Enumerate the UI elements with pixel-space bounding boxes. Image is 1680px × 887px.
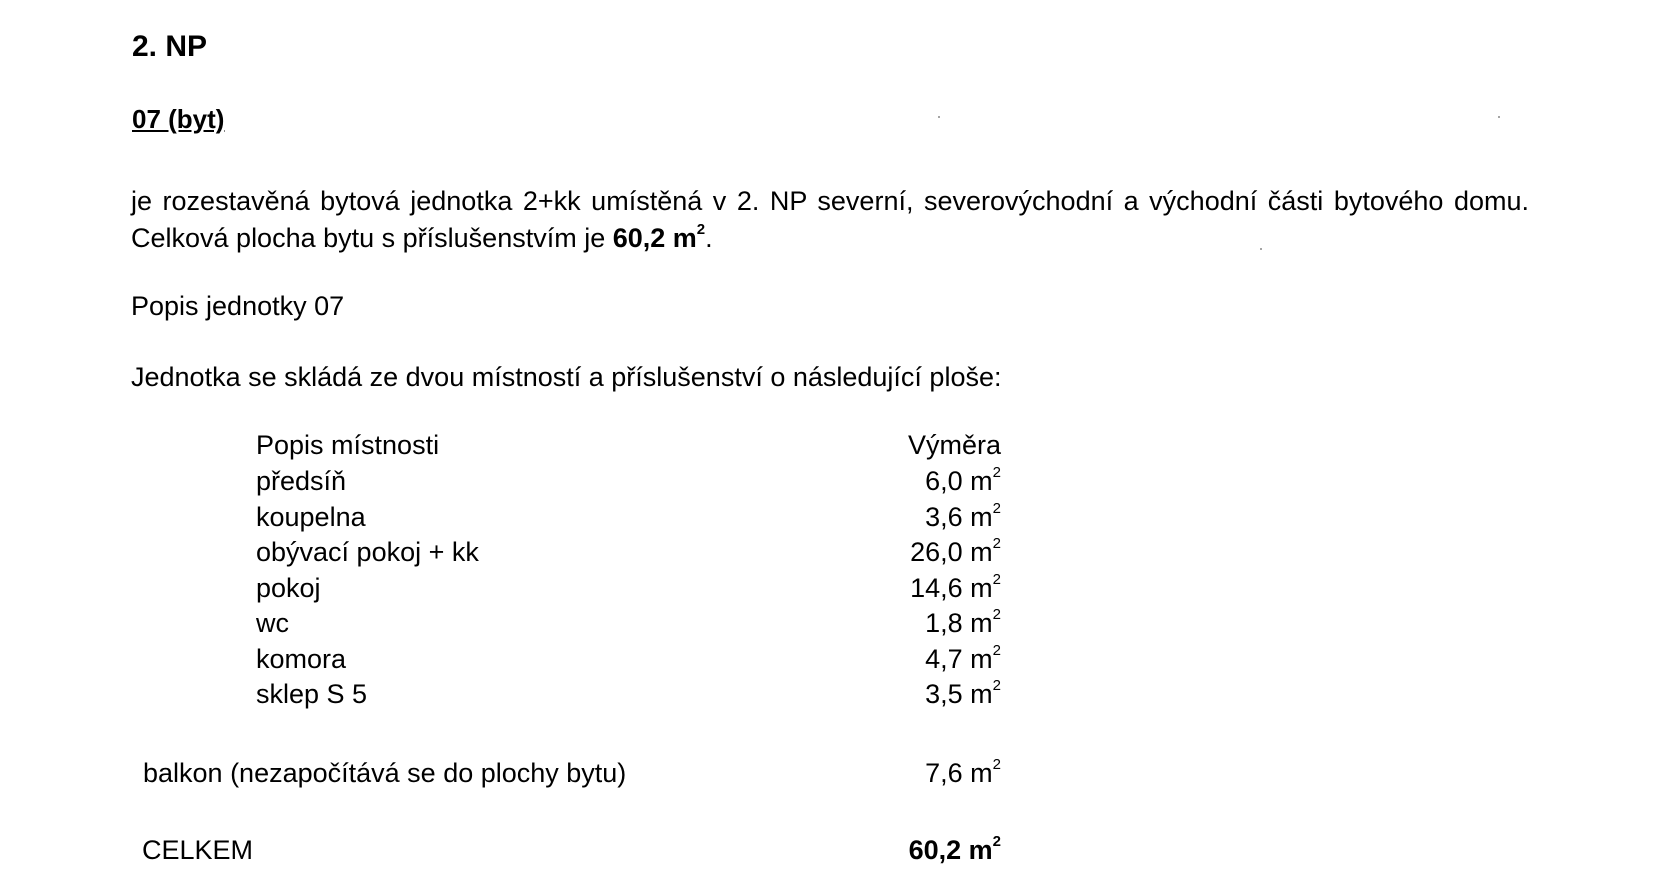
rooms-intro: Jednotka se skládá ze dvou místností a příslušenství o následující ploše: xyxy=(131,362,1002,392)
scan-speck xyxy=(1498,116,1500,118)
room-area: 3,6 $m^2$ xyxy=(925,499,1001,532)
table-row xyxy=(0,466,1680,500)
unit-description-title: Popis jednotky 07 xyxy=(131,291,345,321)
room-area: 26,0 $m^2$ xyxy=(910,535,1001,567)
scan-speck xyxy=(1260,248,1262,250)
paragraph-area: 60,2 $m^2$ xyxy=(612,221,706,253)
total-value: 60,2 $m^2$ xyxy=(908,833,1001,865)
table-row xyxy=(0,641,1680,678)
scan-speck xyxy=(938,116,940,118)
total-row xyxy=(0,835,1680,869)
table-row xyxy=(0,537,1680,571)
room-area: 14,6 $m^2$ xyxy=(910,570,1001,603)
room-area: 3,5 $m^2$ xyxy=(925,677,1001,709)
paragraph-end: . xyxy=(705,223,713,253)
floor-heading: 2. NP xyxy=(132,30,208,63)
room-name: pokoj xyxy=(256,572,321,603)
room-name: wc xyxy=(256,608,289,638)
room-table-header xyxy=(0,430,1680,464)
table-row xyxy=(0,499,1680,536)
column-header-room: Popis místnosti xyxy=(256,430,440,460)
table-row xyxy=(0,570,1680,607)
balkon-label: balkon (nezapočítává se do plochy bytu) xyxy=(143,758,627,788)
paragraph-text: je rozestavěná bytová jednotka 2+kk umístěná v 2. NP severní, severovýchodní a východní části bytového domu. Celková plocha bytu s příslušenstvím je xyxy=(131,186,1529,253)
room-area: 6,0 $m^2$ xyxy=(925,464,1001,496)
balkon-value: 7,6 $m^2$ xyxy=(925,756,1001,788)
room-area: 4,7 $m^2$ xyxy=(925,641,1001,674)
room-name: předsíň xyxy=(256,466,347,496)
room-name: komora xyxy=(256,643,347,674)
balkon-row xyxy=(0,758,1680,792)
total-label: CELKEM xyxy=(142,835,254,865)
unit-description-paragraph xyxy=(131,183,1529,257)
column-header-area: Výměra xyxy=(907,430,1001,460)
room-name: koupelna xyxy=(256,501,366,532)
table-row xyxy=(0,608,1680,642)
table-row xyxy=(0,679,1680,713)
room-name: obývací pokoj + kk xyxy=(256,537,479,567)
room-area: 1,8 $m^2$ xyxy=(925,606,1001,638)
room-name: sklep S 5 xyxy=(256,679,368,709)
unit-heading: 07 (byt) xyxy=(132,104,225,134)
